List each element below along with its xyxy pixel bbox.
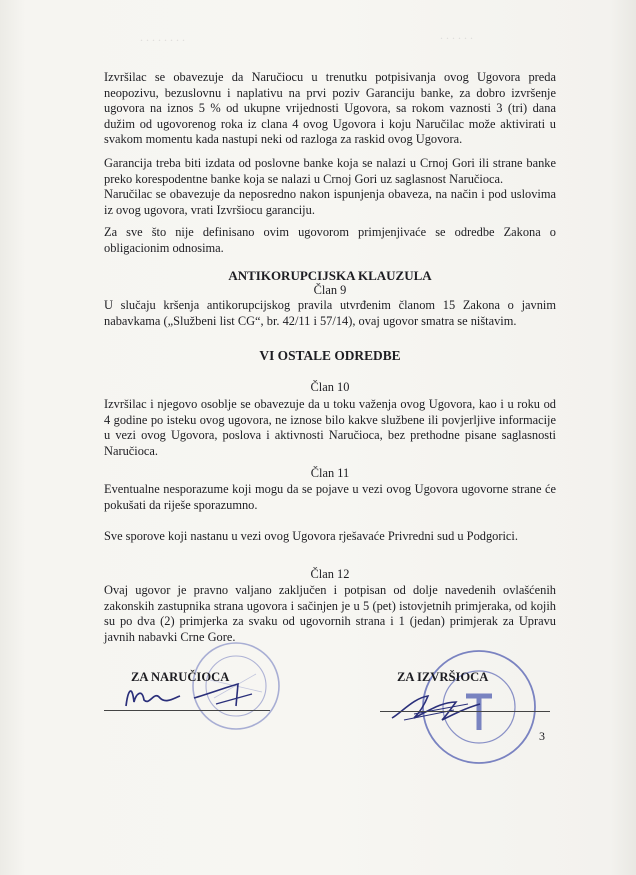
paragraph-applicable-law: Za sve što nije definisano ovim ugovorom primjenjivaće se odredbe Zakona o obligacionim odnosima. bbox=[104, 225, 556, 255]
purchaser-signature-icon bbox=[120, 676, 270, 712]
contractor-signature-line bbox=[380, 711, 550, 712]
paragraph-anticorruption: U slučaju kršenja antikorupcijskog pravila utvrđenim članom 15 Zakona o javnim nabavkama („Službeni list CG“, br. 42/11 i 57/14), ovaj ugovor smatra se ništavim. bbox=[104, 298, 556, 328]
bleed-through-text: . . . . . . . . bbox=[140, 30, 185, 44]
paragraph-validity: Ovaj ugovor je pravno valjano zaključen i potpisan od dolje navedenih ovlašćenih zakonskih zastupnika strana ugovora i sačinjen je u 5 (pet) istovjetnih primjeraka, od kojih su po dva (2) primjerka za svaku od ugovornih strana i 1 (jedan) primjerak za Upravu javnih nabavki Crne Gore. bbox=[104, 583, 556, 644]
heading-clan-11: Član 11 bbox=[310, 466, 350, 480]
purchaser-signature-label: ZA NARUČIOCA bbox=[131, 670, 230, 684]
heading-clan-9: Član 9 bbox=[313, 283, 347, 297]
paragraph-disputes: Eventualne nesporazume koji mogu da se pojave u vezi ovog Ugovora ugovorne strane će pokušati da riješe sporazumno. bbox=[104, 482, 556, 512]
paragraph-return: Naručilac se obavezuje da neposredno nakon ispunjenja obaveza, na način i pod uslovima iz ovog ugovora, vrati Izvršiocu garanciju. bbox=[104, 187, 556, 217]
heading-anticorruption: ANTIKORUPCIJSKA KLAUZULA bbox=[228, 268, 432, 283]
contractor-signature-icon bbox=[384, 690, 534, 726]
purchaser-signature-line bbox=[104, 710, 270, 711]
paragraph-court: Sve sporove koji nastanu u vezi ovog Ugovora rješavaće Privredni sud u Podgorici. bbox=[104, 529, 518, 543]
heading-clan-10: Član 10 bbox=[310, 380, 350, 394]
paragraph-confidentiality: Izvršilac i njegovo osoblje se obavezuje da u toku važenja ovog Ugovora, kao i u roku od 4 godine po isteku ovog ugovora, ne iznose bilo kakve službene ili povjerljive informacije u vezi ovog Ugovora, poslova i aktivnosti Naručioca, bez prethodne pisane saglasnosti Naručioca. bbox=[104, 397, 556, 458]
paragraph-bank: Garancija treba biti izdata od poslovne banke koja se nalazi u Crnoj Gori ili strane banke preko korespodentne banke koja se nalazi u Crnoj Gori uz saglasnost Naručioca. bbox=[104, 156, 556, 186]
heading-section-6: VI OSTALE ODREDBE bbox=[259, 348, 401, 363]
bleed-through-text: . . . . . . bbox=[440, 28, 473, 42]
paragraph-guarantee: Izvršilac se obavezuje da Naručiocu u trenutku potpisivanja ovog Ugovora preda neopozivu, bezuslovnu i naplativu na prvi poziv Garanciju banke, za dobro izvršenje ugovora na iznos 5 % od ukupne vrijednosti Ugovora, sa rokom vaznosti 3 (tri) dana dužim od ugovorenog roka iz clana 4 ovog Ugovora i koju Naručilac može aktivirati u svakom momentu kada nastupi neki od razloga za raskid ovog Ugovora. bbox=[104, 70, 556, 147]
page-number: 3 bbox=[539, 729, 545, 743]
contractor-signature-label: ZA IZVRŠIOCA bbox=[397, 670, 489, 684]
heading-clan-12: Član 12 bbox=[310, 567, 350, 581]
